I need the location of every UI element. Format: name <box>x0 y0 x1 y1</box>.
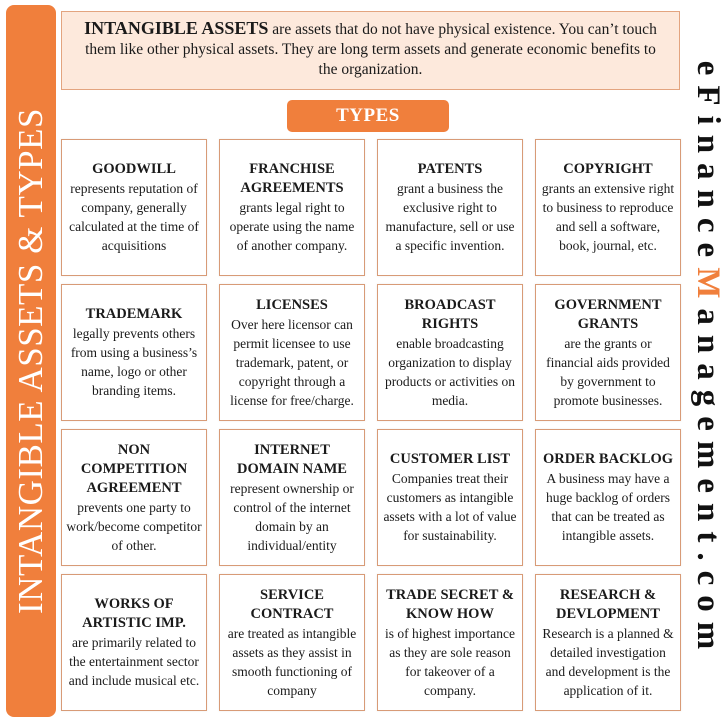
card-description: legally prevents others from using a business’s name, logo or other branding items. <box>70 326 198 398</box>
card-description: enable broadcasting organization to display products or activities on media. <box>384 335 516 408</box>
type-card-patents <box>377 139 523 276</box>
card-description: represent ownership or control of the internet domain by an individual/entity <box>230 480 354 553</box>
type-card-broadcast-rights <box>377 284 523 421</box>
type-card-works-of-artistic-imp <box>61 574 207 711</box>
card-description: grants an extensive right to business to reproduce and sell a software, book, journal, etc. <box>541 181 675 253</box>
card-title: NON COMPETITION AGREEMENT <box>80 441 188 496</box>
card-title: SERVICE CONTRACT <box>250 586 334 622</box>
card-description: are treated as intangible assets as they assist in smooth functioning of company <box>227 625 357 698</box>
types-grid <box>61 139 683 712</box>
type-card-trademark <box>61 284 207 421</box>
types-heading: TYPES <box>287 100 449 132</box>
card-description: is of highest importance as they are sole reason for takeover of a company. <box>384 625 516 698</box>
card-description: grants legal right to operate using the name of another company. <box>229 200 355 253</box>
definition-term: INTANGIBLE ASSETS <box>84 18 269 38</box>
card-description: Over here licensor can permit licensee to use trademark, patent, or copyright through a license for free/charge. <box>230 316 354 408</box>
card-description: Companies treat their customers as intangible assets with a lot of value for sustainability. <box>383 471 517 543</box>
type-card-government-grants <box>535 284 681 421</box>
card-title: BROADCAST RIGHTS <box>404 296 496 332</box>
definition-box <box>61 11 680 90</box>
side-title: INTANGIBLE ASSETS & TYPES <box>11 108 50 614</box>
type-card-research-development <box>535 574 681 711</box>
definition-text: are assets that do not have physical existence. You can’t touch them like other physical assets. They are long term assets and generate economic benefits to the organization. <box>85 21 657 78</box>
card-description: Research is a planned & detailed investigation and development is the application of it. <box>542 625 674 698</box>
card-title: INTERNET DOMAIN NAME <box>237 441 347 477</box>
card-title: COPYRIGHT <box>563 161 653 177</box>
type-card-franchise-agreements <box>219 139 365 276</box>
type-card-service-contract <box>219 574 365 711</box>
card-title: GOVERNMENT GRANTS <box>554 296 662 332</box>
card-title: GOODWILL <box>92 161 176 177</box>
brand-watermark <box>688 0 728 720</box>
card-description: A business may have a huge backlog of orders that can be treated as intangible assets. <box>545 471 671 543</box>
card-description: represents reputation of company, generally calculated at the time of acquisitions <box>69 181 199 253</box>
type-card-goodwill <box>61 139 207 276</box>
card-title: LICENSES <box>256 296 328 313</box>
card-title: FRANCHISE AGREEMENTS <box>240 161 344 196</box>
card-title: ORDER BACKLOG <box>542 451 674 467</box>
card-title: RESEARCH & DEVLOPMENT <box>556 586 660 622</box>
type-card-copyright <box>535 139 681 276</box>
side-title-banner <box>6 5 56 717</box>
type-card-internet-domain-name <box>219 429 365 566</box>
card-title: CUSTOMER LIST <box>389 451 511 467</box>
card-description: are the grants or financial aids provided by government to promote businesses. <box>546 335 670 408</box>
card-title: TRADE SECRET & KNOW HOW <box>386 586 514 622</box>
card-description: prevents one party to work/become competitor of other. <box>66 499 202 553</box>
card-title: WORKS OF ARTISTIC IMP. <box>82 596 186 631</box>
type-card-trade-secret-know-how <box>377 574 523 711</box>
card-description: grant a business the exclusive right to manufacture, sell or use a specific invention. <box>385 181 515 253</box>
type-card-licenses <box>219 284 365 421</box>
card-title: TRADEMARK <box>85 306 183 322</box>
card-description: are primarily related to the entertainment sector and include musical etc. <box>68 635 200 688</box>
type-card-customer-list <box>377 429 523 566</box>
brand-text: eFinanceManagement.com <box>690 60 727 660</box>
type-card-order-backlog <box>535 429 681 566</box>
type-card-non-competition-agreement <box>61 429 207 566</box>
card-title: PATENTS <box>417 161 483 177</box>
